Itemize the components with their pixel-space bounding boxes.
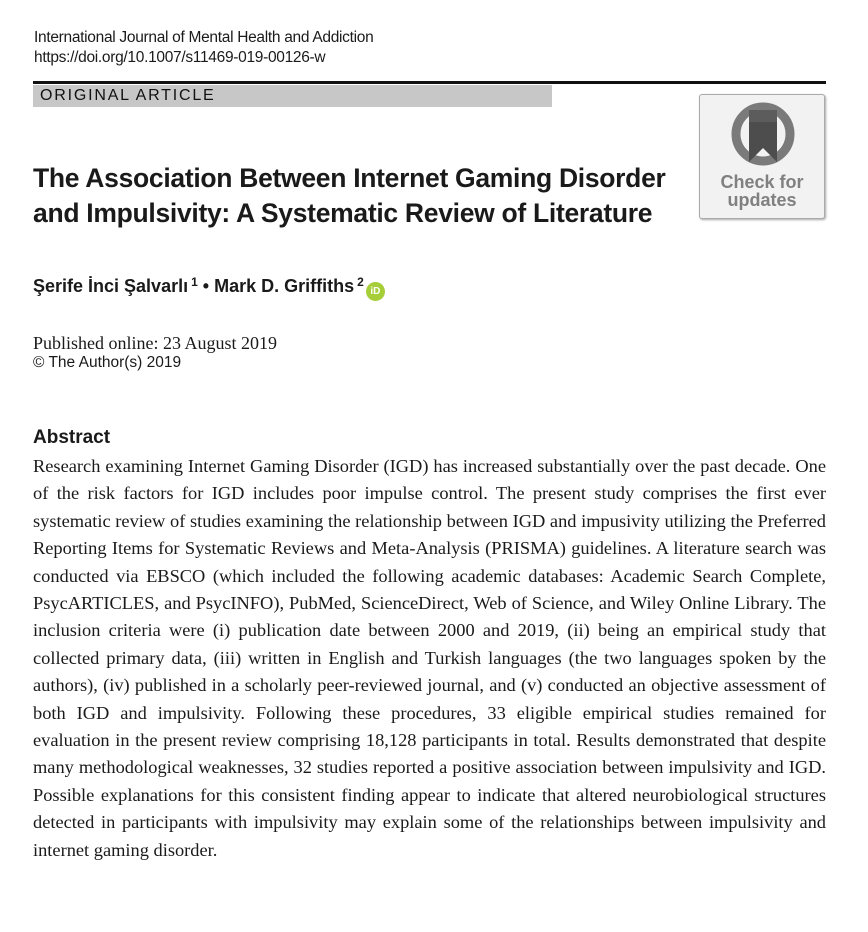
- author-name[interactable]: Mark D. Griffiths: [214, 276, 355, 296]
- abstract-body: Research examining Internet Gaming Disorder (IGD) has increased substantially over the past decade. One of the risk factors for IGD includes poor impulse control. The present study comprises the first ever systematic review of studies examining the relationship between IGD and impusivity utilizing the Preferred Reporting Items for Systematic Reviews and Meta-Analysis (PRISMA) guidelines. A literature search was conducted via EBSCO (which included the following academic databases: Academic Search Complete, PsycARTICLES, and PsycINFO), PubMed, ScienceDirect, Web of Science, and Wiley Online Library. The inclusion criteria were (i) publication date between 2000 and 2019, (ii) being an empirical study that collected primary data, (iii) written in English and Turkish languages (the two languages spoken by the authors), (iv) published in a scholarly peer-reviewed journal, and (v) conducted an objective assessment of both IGD and impulsivity. Following these procedures, 33 eligible empirical studies remained for evaluation in the present review comprising 18,128 participants in total. Results demonstrated that despite many methodological weaknesses, 32 studies reported a positive association between impulsivity and IGD. Possible explanations for this consistent finding appear to indicate that altered neurobiological structures detected in participants with impulsivity may explain some of the relationships between impulsivity and internet gaming disorder.: [33, 456, 826, 860]
- check-for-updates-icon: [731, 102, 795, 170]
- copyright-notice: © The Author(s) 2019: [33, 354, 182, 371]
- author-name[interactable]: Şerife İnci Şalvarlı: [33, 276, 189, 296]
- abstract-heading: Abstract: [33, 427, 111, 448]
- author-list: [33, 268, 385, 301]
- doi-link[interactable]: https://doi.org/10.1007/s11469-019-00126-w: [34, 49, 326, 66]
- article-type-banner: ORIGINAL ARTICLE: [33, 85, 552, 107]
- author-separator: •: [202, 276, 210, 296]
- title-line: and Impulsivity: A Systematic Review of Literature: [33, 198, 653, 228]
- journal-name: International Journal of Mental Health and Addiction: [34, 29, 374, 46]
- title-line: The Association Between Internet Gaming Disorder: [33, 163, 666, 193]
- published-date: Published online: 23 August 2019: [33, 333, 278, 353]
- check-for-updates-badge[interactable]: [699, 94, 825, 219]
- header-rule: [33, 81, 826, 84]
- check-for-updates-label: Check for updates: [720, 172, 804, 210]
- orcid-icon[interactable]: iD: [366, 282, 385, 301]
- journal-header: [34, 28, 373, 68]
- article-title: [33, 161, 673, 231]
- affiliation-marker[interactable]: 2: [357, 275, 364, 289]
- affiliation-marker[interactable]: 1: [191, 275, 198, 289]
